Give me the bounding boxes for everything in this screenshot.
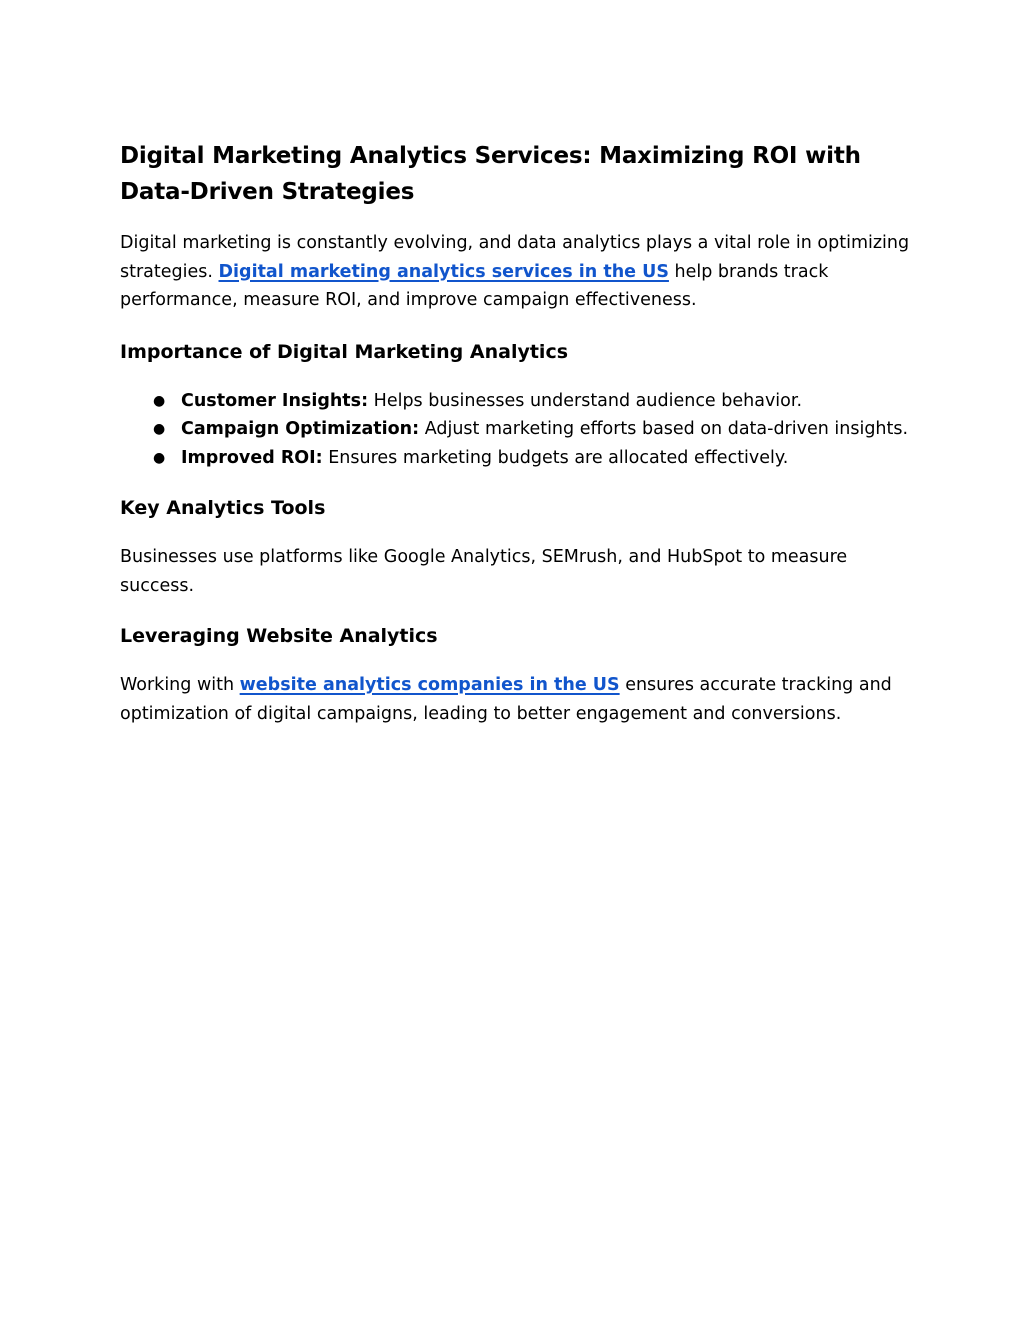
list-item [120, 444, 910, 473]
list-item-text: Ensures marketing budgets are allocated effectively. [322, 447, 789, 468]
bullet-icon: ● [153, 421, 166, 437]
list-item [120, 387, 910, 416]
tools-paragraph: Businesses use platforms like Google Analytics, SEMrush, and HubSpot to measure success. [120, 547, 848, 596]
document-body [120, 138, 910, 728]
list-item-label: Campaign Optimization: [181, 419, 420, 439]
list-item [120, 415, 910, 444]
document-title [120, 138, 910, 210]
list-item-text: Adjust marketing efforts based on data-driven insights. [419, 419, 909, 439]
intro-paragraph [120, 229, 910, 315]
intro-text-before-link: Digital marketing is constantly evolving, and data analytics plays a vital role in optimizing strategies. [120, 233, 910, 282]
importance-heading: Importance of Digital Marketing Analytics [120, 340, 569, 363]
list-item-label: Customer Insights: [181, 390, 369, 411]
bullet-icon: ● [153, 392, 166, 409]
intro-text-after-link: help brands track performance, measure ROI, and improve campaign effectiveness. [120, 261, 829, 310]
title-line-2: Data-Driven Strategies [120, 179, 415, 205]
website-analytics-companies-link[interactable]: website analytics companies in the US [239, 675, 620, 695]
list-item-text: Helps businesses understand audience behavior. [368, 390, 803, 411]
bullet-icon: ● [153, 449, 166, 466]
list-item-label: Improved ROI: [181, 447, 323, 468]
digital-marketing-analytics-link[interactable]: Digital marketing analytics services in the US [218, 261, 669, 282]
website-text-after-link: ensures accurate tracking and optimization of digital campaigns, leading to better engagement and conversions. [120, 675, 892, 724]
website-analytics-heading: Leveraging Website Analytics [120, 625, 438, 647]
website-text-before-link: Working with [120, 675, 240, 695]
tools-heading: Key Analytics Tools [120, 497, 326, 519]
importance-list [120, 387, 910, 473]
website-analytics-paragraph [120, 671, 910, 728]
title-line-1: Digital Marketing Analytics Services: Maximizing ROI with [120, 143, 861, 169]
